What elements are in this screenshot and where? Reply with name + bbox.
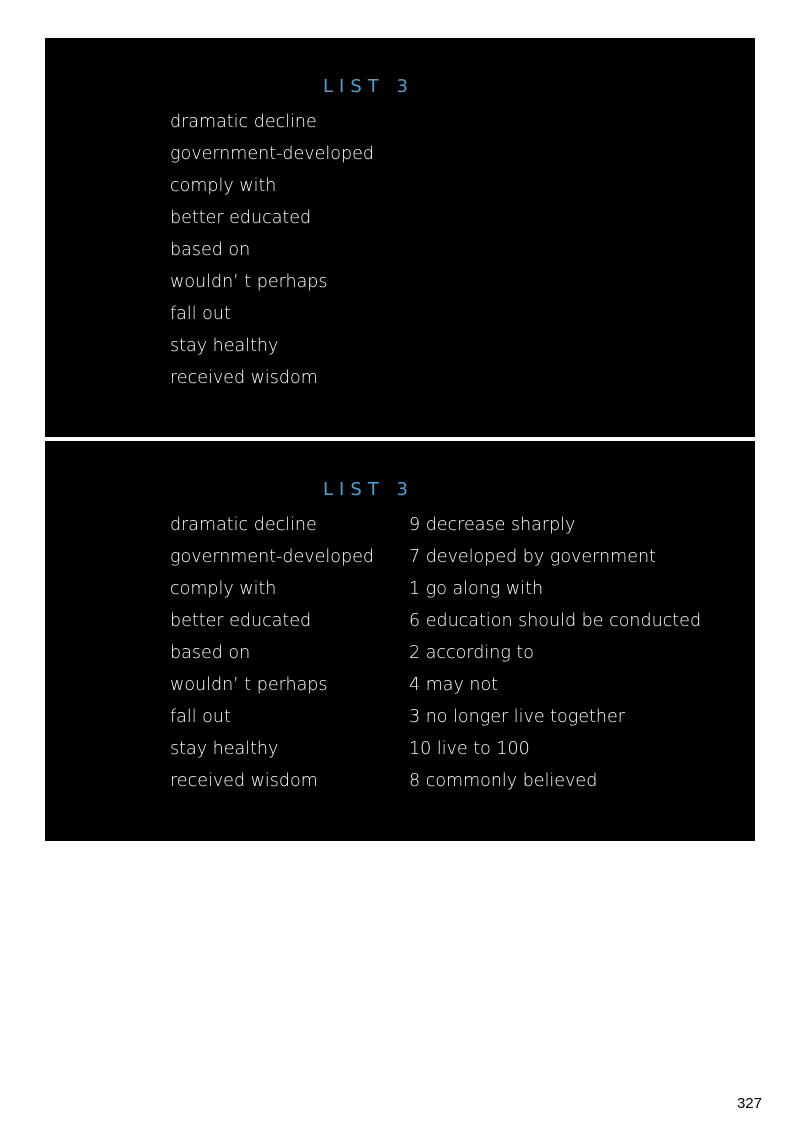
term-item: dramatic decline bbox=[170, 515, 317, 535]
definition-item: 10 live to 100 bbox=[409, 739, 530, 759]
slide-list-3-answers bbox=[45, 441, 755, 841]
term-item: fall out bbox=[170, 304, 231, 324]
definition-item: 7 developed by government bbox=[409, 547, 656, 567]
term-item: comply with bbox=[170, 176, 277, 196]
definition-item: 6 education should be conducted bbox=[409, 611, 702, 631]
definition-item: 1 go along with bbox=[409, 579, 544, 599]
definition-list bbox=[409, 511, 701, 799]
slide-list-3-terms bbox=[45, 38, 755, 437]
definition-item: 3 no longer live together bbox=[409, 707, 625, 727]
definition-item: 9 decrease sharply bbox=[409, 515, 576, 535]
term-item: based on bbox=[170, 643, 251, 663]
term-item: better educated bbox=[170, 208, 312, 228]
term-item: received wisdom bbox=[170, 368, 318, 388]
term-item: stay healthy bbox=[170, 739, 279, 759]
term-item: dramatic decline bbox=[170, 112, 317, 132]
slide-title: LIST 3 bbox=[323, 76, 414, 97]
term-item: stay healthy bbox=[170, 336, 279, 356]
term-item: based on bbox=[170, 240, 251, 260]
term-item: government-developed bbox=[170, 547, 374, 567]
term-item: received wisdom bbox=[170, 771, 318, 791]
term-item: wouldn’ t perhaps bbox=[170, 675, 328, 695]
definition-item: 2 according to bbox=[409, 643, 534, 663]
slide-title: LIST 3 bbox=[323, 479, 414, 500]
term-item: government-developed bbox=[170, 144, 374, 164]
term-list bbox=[170, 108, 374, 396]
term-item: comply with bbox=[170, 579, 277, 599]
term-item: better educated bbox=[170, 611, 312, 631]
term-list bbox=[170, 511, 374, 799]
term-item: fall out bbox=[170, 707, 231, 727]
page-number: 327 bbox=[736, 1095, 762, 1112]
definition-item: 8 commonly believed bbox=[409, 771, 598, 791]
definition-item: 4 may not bbox=[409, 675, 499, 695]
term-item: wouldn’ t perhaps bbox=[170, 272, 328, 292]
